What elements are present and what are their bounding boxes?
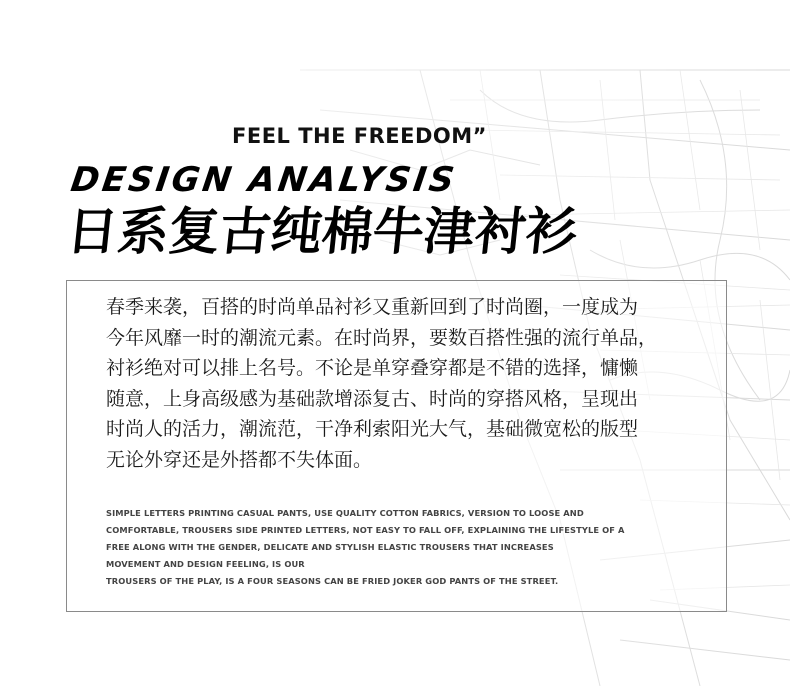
description-en-line: COMFORTABLE, TROUSERS SIDE PRINTED LETTERS, NOT EASY TO FALL OFF, EXPLAINING THE LIFESTYLE OF A	[106, 525, 625, 535]
description-line: 春季来袭，百搭的时尚单品衬衫又重新回到了时尚圈，一度成为	[106, 296, 639, 318]
description-chinese	[106, 292, 706, 476]
headline-english: DESIGN ANALYSIS	[68, 160, 460, 200]
description-en-line: SIMPLE LETTERS PRINTING CASUAL PANTS, USE QUALITY COTTON FABRICS, VERSION TO LOOSE AND	[106, 508, 584, 518]
description-en-line: TROUSERS OF THE PLAY, IS A FOUR SEASONS CAN BE FRIED JOKER GOD PANTS OF THE STREET.	[106, 576, 559, 586]
description-line: 今年风靡一时的潮流元素。在时尚界，要数百搭性强的流行单品，	[106, 326, 658, 349]
description-line: 随意，上身高级感为基础款增添复古、时尚的穿搭风格，呈现出	[106, 387, 639, 410]
description-line: 无论外穿还是外搭都不失体面。	[106, 448, 373, 471]
tagline: FEEL THE FREEDOM”	[232, 124, 487, 148]
description-line: 时尚人的活力，潮流范，干净利索阳光大气，基础微宽松的版型	[106, 418, 639, 441]
description-line: 衬衫绝对可以排上名号。不论是单穿叠穿都是不错的选择，慵懒	[106, 357, 639, 380]
description-en-line: FREE ALONG WITH THE GENDER, DELICATE AND STYLISH ELASTIC TROUSERS THAT INCREASES	[106, 542, 554, 552]
description-english	[106, 505, 706, 590]
description-en-line: MOVEMENT AND DESIGN FEELING, IS OUR	[106, 559, 305, 569]
headline-chinese: 日系复古纯棉牛津衬衫	[63, 203, 581, 262]
